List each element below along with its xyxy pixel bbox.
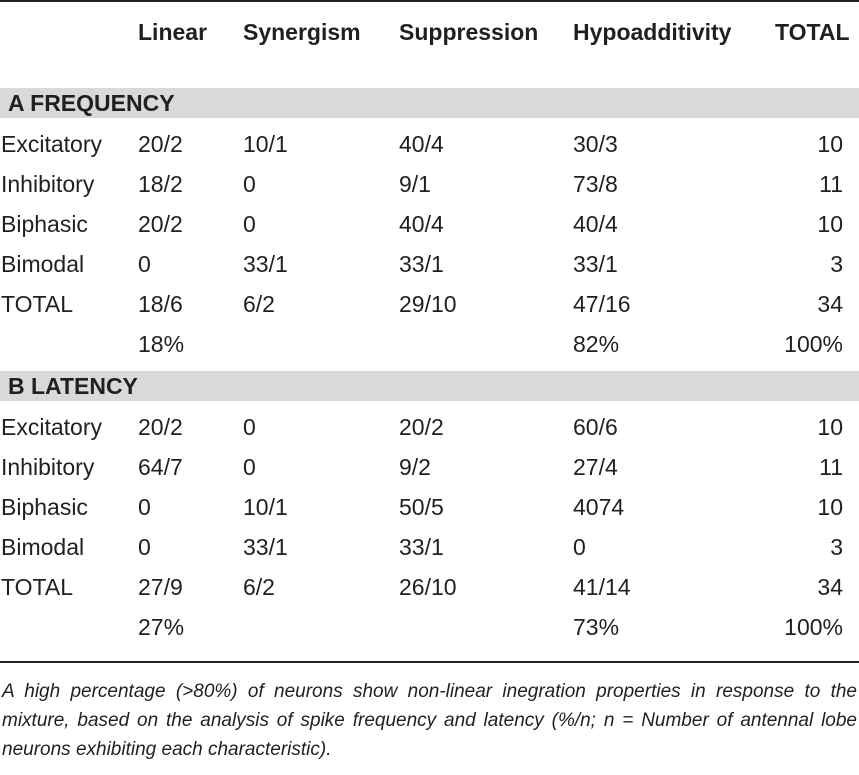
cell-synergism: 33/1	[243, 251, 288, 277]
cell-total: 10	[817, 414, 843, 440]
cell-suppression: 40/4	[399, 211, 444, 237]
cell-total: 34	[817, 291, 843, 317]
cell-suppression: 20/2	[399, 414, 444, 440]
cell-synergism: 0	[243, 171, 256, 197]
cell-synergism: 33/1	[243, 534, 288, 560]
cell-synergism: 0	[243, 454, 256, 480]
row-label: TOTAL	[1, 574, 73, 600]
cell-synergism: 0	[243, 414, 256, 440]
row-label: Excitatory	[1, 414, 102, 440]
cell-hypoadditivity: 73%	[573, 614, 620, 640]
top-rule	[0, 0, 859, 2]
cell-linear: 64/7	[138, 454, 183, 480]
column-header-suppression: Suppression	[399, 19, 539, 45]
column-header-linear: Linear	[138, 19, 208, 45]
bottom-rule	[0, 661, 859, 663]
cell-hypoadditivity: 33/1	[573, 251, 618, 277]
cell-linear: 27/9	[138, 574, 183, 600]
cell-hypoadditivity: 60/6	[573, 414, 618, 440]
cell-total: 3	[830, 534, 843, 560]
table-row	[0, 164, 859, 204]
section-header-latency	[0, 371, 859, 401]
cell-hypoadditivity: 73/8	[573, 171, 618, 197]
table-row	[0, 527, 859, 567]
table-row-total	[0, 284, 859, 324]
cell-suppression: 50/5	[399, 494, 444, 520]
cell-linear: 0	[138, 251, 151, 277]
table-row	[0, 487, 859, 527]
cell-hypoadditivity: 40/4	[573, 211, 618, 237]
cell-linear: 0	[138, 534, 151, 560]
table-row	[0, 244, 859, 284]
table-caption: A high percentage (>80%) of neurons show non-linear inegration properties in response to the mixture, based on the analysis of spike frequency and latency (%/n; n = Number of antennal lobe neurons exhibiting each characteristic).	[2, 681, 857, 760]
table-row	[0, 407, 859, 447]
row-label: Biphasic	[1, 494, 88, 520]
cell-total: 10	[817, 131, 843, 157]
cell-total: 11	[819, 454, 843, 480]
cell-total: 11	[819, 171, 843, 197]
cell-linear: 20/2	[138, 131, 183, 157]
cell-suppression: 26/10	[399, 574, 457, 600]
cell-hypoadditivity: 27/4	[573, 454, 618, 480]
cell-total: 10	[817, 494, 843, 520]
cell-linear: 20/2	[138, 414, 183, 440]
row-label: Inhibitory	[1, 171, 95, 197]
cell-linear: 27%	[138, 614, 185, 640]
column-header-synergism: Synergism	[243, 19, 361, 45]
cell-synergism: 10/1	[243, 494, 288, 520]
cell-total: 3	[830, 251, 843, 277]
table-row-percent	[0, 324, 859, 364]
cell-synergism: 6/2	[243, 574, 275, 600]
cell-total: 34	[817, 574, 843, 600]
table-row	[0, 204, 859, 244]
cell-hypoadditivity: 4074	[573, 494, 625, 520]
cell-linear: 18/2	[138, 171, 183, 197]
cell-suppression: 29/10	[399, 291, 457, 317]
column-header-hypoadditivity: Hypoadditivity	[573, 19, 732, 45]
cell-total: 10	[817, 211, 843, 237]
cell-linear: 18%	[138, 331, 185, 357]
cell-linear: 20/2	[138, 211, 183, 237]
section-header-frequency	[0, 88, 859, 118]
cell-total: 100%	[784, 614, 843, 640]
cell-hypoadditivity: 0	[573, 534, 586, 560]
section-title: B LATENCY	[8, 373, 138, 399]
row-label: Bimodal	[1, 251, 85, 277]
row-label: Bimodal	[1, 534, 85, 560]
row-label: Excitatory	[1, 131, 102, 157]
cell-hypoadditivity: 82%	[573, 331, 620, 357]
cell-linear: 18/6	[138, 291, 183, 317]
cell-linear: 0	[138, 494, 151, 520]
cell-hypoadditivity: 41/14	[573, 574, 631, 600]
table-row-percent	[0, 607, 859, 647]
column-header-total: TOTAL	[775, 19, 850, 45]
table-row-total	[0, 567, 859, 607]
cell-synergism: 6/2	[243, 291, 275, 317]
section-title: A FREQUENCY	[8, 90, 175, 116]
cell-synergism: 10/1	[243, 131, 288, 157]
cell-suppression: 33/1	[399, 251, 444, 277]
table-row	[0, 447, 859, 487]
cell-hypoadditivity: 30/3	[573, 131, 618, 157]
row-label: Biphasic	[1, 211, 88, 237]
cell-suppression: 33/1	[399, 534, 444, 560]
cell-suppression: 9/1	[399, 171, 431, 197]
cell-suppression: 9/2	[399, 454, 431, 480]
cell-total: 100%	[784, 331, 843, 357]
row-label: Inhibitory	[1, 454, 95, 480]
cell-suppression: 40/4	[399, 131, 444, 157]
row-label: TOTAL	[1, 291, 73, 317]
cell-synergism: 0	[243, 211, 256, 237]
table-row	[0, 124, 859, 164]
cell-hypoadditivity: 47/16	[573, 291, 631, 317]
